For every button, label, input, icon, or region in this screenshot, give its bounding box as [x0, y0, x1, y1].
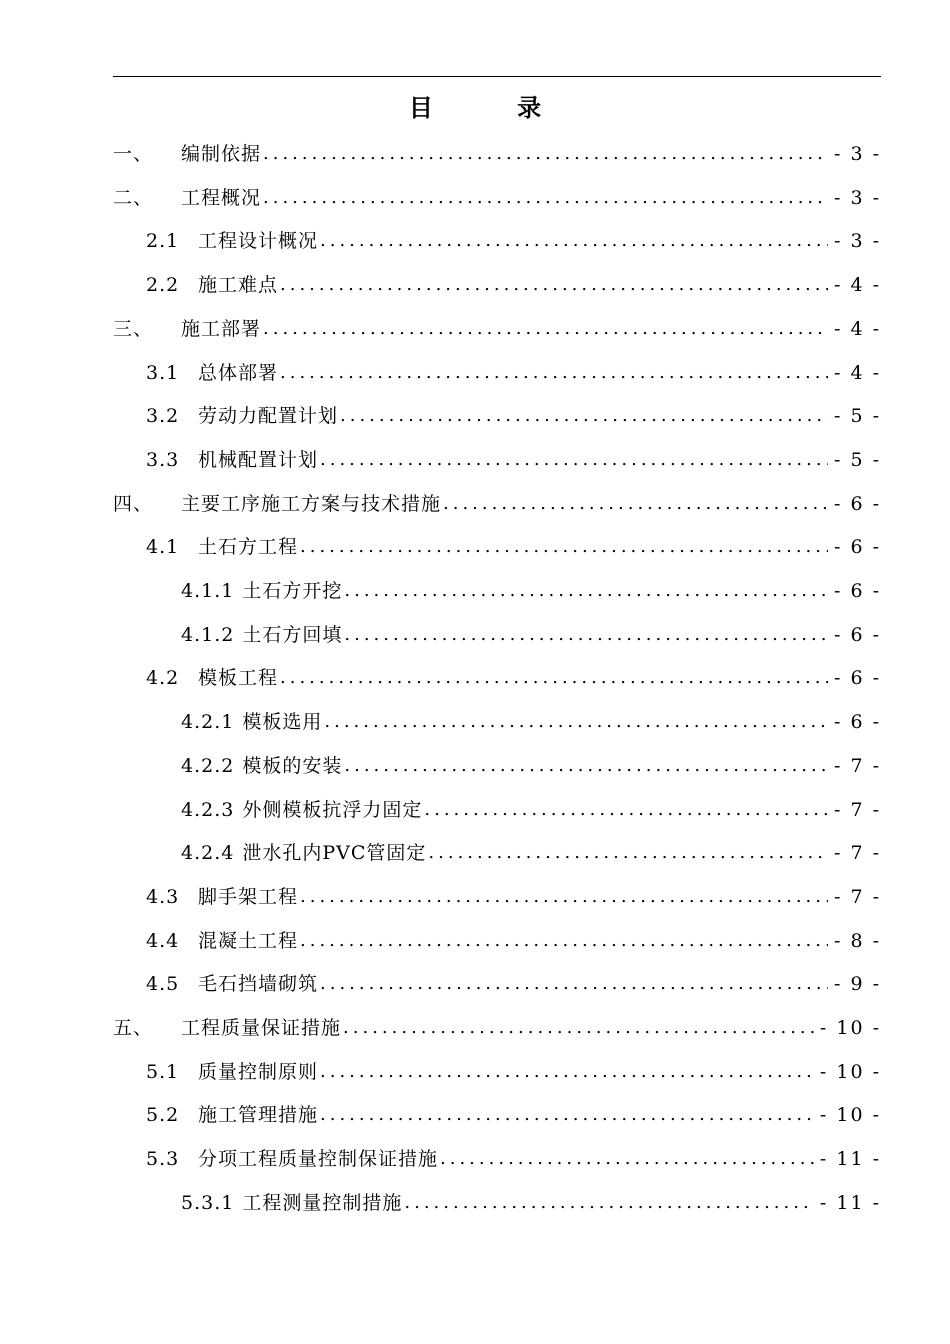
toc-entry[interactable]	[146, 962, 881, 1006]
toc-entry-number: 3.1	[146, 362, 180, 384]
toc-entry-number: 一、	[113, 143, 154, 165]
toc-entry-title: 模板选用	[242, 711, 323, 733]
toc-entry-number: 四、	[113, 493, 154, 515]
toc-entry[interactable]	[146, 438, 881, 482]
toc-dot-leader	[320, 219, 828, 263]
toc-entry-page: - 6 -	[833, 711, 881, 733]
toc-entry-title: 质量控制原则	[198, 1061, 319, 1083]
toc-entry[interactable]	[181, 613, 881, 657]
toc-entry-page: - 11 -	[819, 1148, 881, 1170]
toc-entry-number: 4.4	[146, 930, 180, 952]
toc-entry[interactable]	[181, 788, 881, 832]
toc-entry-page: - 7 -	[833, 842, 881, 864]
toc-dot-leader	[340, 394, 828, 438]
toc-entry-number: 5.2	[146, 1104, 180, 1126]
toc-entry[interactable]	[146, 875, 881, 919]
toc-entry-title: 工程设计概况	[198, 230, 319, 252]
toc-entry-page: - 10 -	[819, 1017, 881, 1039]
toc-entry-title: 外侧模板抗浮力固定	[242, 799, 423, 821]
toc-entry-title: 毛石挡墙砌筑	[198, 973, 319, 995]
toc-entry[interactable]	[146, 1093, 881, 1137]
toc-dot-leader	[320, 1050, 814, 1094]
toc-entry[interactable]	[113, 307, 881, 351]
toc-entry[interactable]	[113, 132, 881, 176]
toc-dot-leader	[440, 1137, 814, 1181]
toc-entry-page: - 7 -	[833, 886, 881, 908]
toc-entry-page: - 6 -	[833, 493, 881, 515]
toc-entry[interactable]	[146, 394, 881, 438]
toc-dot-leader	[300, 525, 828, 569]
toc-entry[interactable]	[146, 1050, 881, 1094]
toc-entry-number: 4.3	[146, 886, 180, 908]
toc-entry-number: 二、	[113, 187, 154, 209]
toc-entry-page: - 6 -	[833, 624, 881, 646]
toc-entry-title: 脚手架工程	[198, 886, 299, 908]
toc-entry-number: 2.1	[146, 230, 180, 252]
toc-entry-number: 2.2	[146, 274, 180, 296]
toc-entry-title: 施工管理措施	[198, 1104, 319, 1126]
toc-dot-leader	[443, 482, 828, 526]
toc-entry-title: 分项工程质量控制保证措施	[198, 1148, 439, 1170]
toc-entry[interactable]	[181, 569, 881, 613]
toc-entry-title: 泄水孔内PVC管固定	[242, 842, 427, 864]
toc-entry-page: - 7 -	[833, 755, 881, 777]
toc-entry[interactable]	[113, 176, 881, 220]
toc-entry-number: 五、	[113, 1017, 154, 1039]
toc-entry-title: 工程质量保证措施	[181, 1017, 342, 1039]
toc-entry[interactable]	[146, 525, 881, 569]
toc-entry-number: 4.2.2	[181, 755, 235, 777]
toc-entry-number: 4.1.2	[181, 624, 235, 646]
toc-entry-title: 土石方回填	[242, 624, 343, 646]
toc-entry-page: - 4 -	[833, 274, 881, 296]
toc-entry-number: 3.3	[146, 449, 180, 471]
toc-entry-page: - 3 -	[833, 230, 881, 252]
toc-entry-title: 土石方开挖	[242, 580, 343, 602]
toc-entry-number: 4.1.1	[181, 580, 235, 602]
toc-entry[interactable]	[181, 744, 881, 788]
toc-entry-number: 5.1	[146, 1061, 180, 1083]
toc-entry[interactable]	[181, 700, 881, 744]
toc-dot-leader	[344, 569, 828, 613]
toc-dot-leader	[320, 438, 828, 482]
toc-entry-title: 土石方工程	[198, 536, 299, 558]
toc-entry-title: 总体部署	[198, 362, 279, 384]
toc-entry-title: 工程测量控制措施	[242, 1192, 403, 1214]
toc-dot-leader	[300, 919, 828, 963]
toc-entry-number: 4.2	[146, 667, 180, 689]
toc-entry-number: 4.1	[146, 536, 180, 558]
toc-dot-leader	[324, 700, 828, 744]
toc-dot-leader	[263, 132, 828, 176]
toc-entry-title: 施工部署	[181, 318, 262, 340]
toc-entry-page: - 11 -	[819, 1192, 881, 1214]
toc-entry[interactable]	[113, 482, 881, 526]
toc-entry-page: - 10 -	[819, 1061, 881, 1083]
toc-dot-leader	[404, 1181, 814, 1225]
toc-dot-leader	[280, 351, 828, 395]
toc-entry-title: 主要工序施工方案与技术措施	[181, 493, 442, 515]
toc-entry-page: - 5 -	[833, 405, 881, 427]
toc-entry-title: 编制依据	[181, 143, 262, 165]
toc-entry[interactable]	[181, 831, 881, 875]
toc-entry[interactable]	[146, 656, 881, 700]
toc-entry-title: 模板工程	[198, 667, 279, 689]
toc-entry-page: - 7 -	[833, 799, 881, 821]
toc-entry-page: - 10 -	[819, 1104, 881, 1126]
toc-entry-page: - 3 -	[833, 143, 881, 165]
toc-entry[interactable]	[146, 263, 881, 307]
toc-dot-leader	[424, 788, 828, 832]
toc-entry[interactable]	[146, 919, 881, 963]
toc-entry-page: - 6 -	[833, 667, 881, 689]
toc-entry-number: 5.3.1	[181, 1192, 235, 1214]
toc-entry[interactable]	[181, 1181, 881, 1225]
toc-dot-leader	[428, 831, 828, 875]
toc-dot-leader	[263, 176, 828, 220]
toc-entry-page: - 5 -	[833, 449, 881, 471]
toc-dot-leader	[344, 613, 828, 657]
toc-entry-title: 施工难点	[198, 274, 279, 296]
toc-entry[interactable]	[146, 351, 881, 395]
toc-entry-number: 5.3	[146, 1148, 180, 1170]
toc-entry-page: - 8 -	[833, 930, 881, 952]
toc-entry[interactable]	[113, 1006, 881, 1050]
toc-dot-leader	[280, 656, 828, 700]
toc-entry-page: - 4 -	[833, 362, 881, 384]
toc-entry-page: - 6 -	[833, 580, 881, 602]
toc-entry-title: 模板的安装	[242, 755, 343, 777]
toc-entry-number: 4.2.1	[181, 711, 235, 733]
toc-entry-number: 三、	[113, 318, 154, 340]
toc-entry-page: - 6 -	[833, 536, 881, 558]
toc-entry-number: 4.2.3	[181, 799, 235, 821]
toc-dot-leader	[263, 307, 828, 351]
toc-entry-title: 机械配置计划	[198, 449, 319, 471]
toc-entry-title: 混凝土工程	[198, 930, 299, 952]
toc-dot-leader	[320, 1093, 814, 1137]
toc-entry[interactable]	[146, 219, 881, 263]
toc-entry-number: 3.2	[146, 405, 180, 427]
toc-dot-leader	[344, 744, 828, 788]
toc-entry[interactable]	[146, 1137, 881, 1181]
toc-entry-page: - 9 -	[833, 973, 881, 995]
toc-dot-leader	[320, 962, 828, 1006]
toc-title: 目 录	[408, 94, 580, 122]
toc-dot-leader	[280, 263, 828, 307]
toc-entry-title: 工程概况	[181, 187, 262, 209]
toc-entry-number: 4.2.4	[181, 842, 235, 864]
toc-entry-title: 劳动力配置计划	[198, 405, 339, 427]
header-rule	[113, 76, 881, 77]
toc-dot-leader	[343, 1006, 814, 1050]
toc-entry-number: 4.5	[146, 973, 180, 995]
toc-entry-page: - 3 -	[833, 187, 881, 209]
toc-entry-page: - 4 -	[833, 318, 881, 340]
toc-dot-leader	[300, 875, 828, 919]
